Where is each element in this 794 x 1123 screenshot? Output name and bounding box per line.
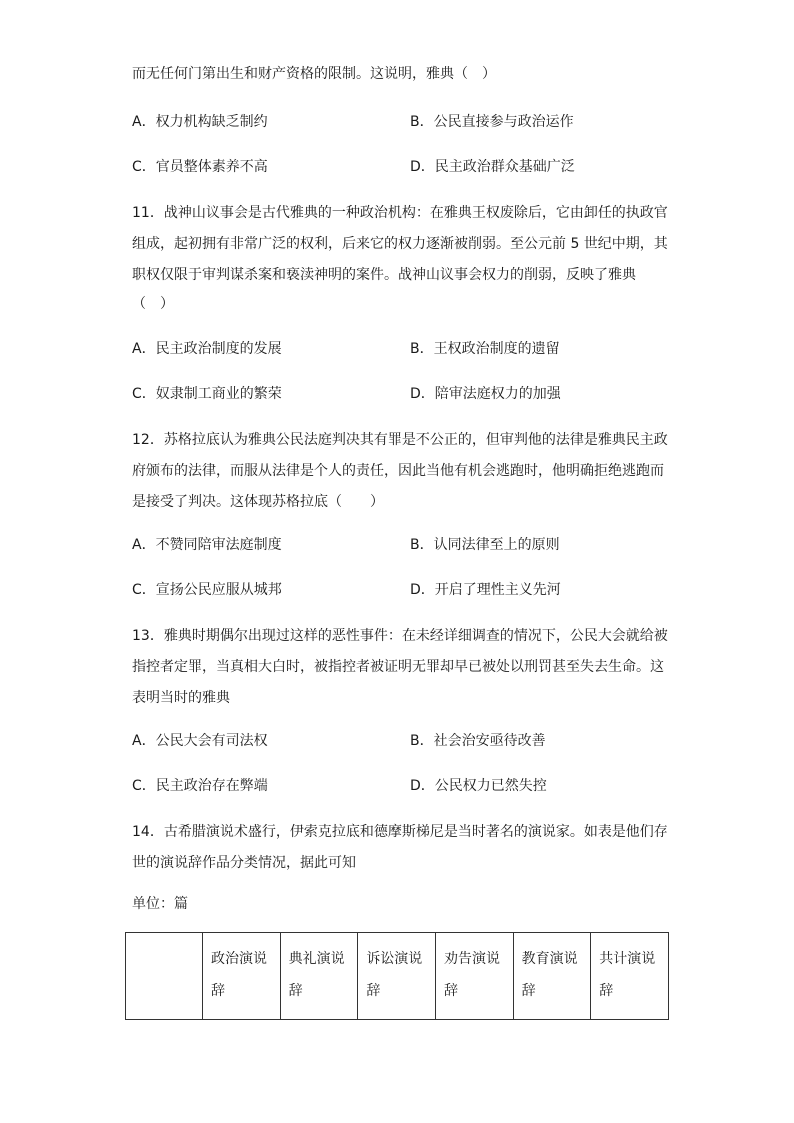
text-line: 14．古希腊演说术盛行，伊索克拉底和德摩斯梯尼是当时著名的演说家。如表是他们存 — [132, 824, 668, 840]
text-line: 府颁布的法律，而服从法律是个人的责任，因此当他有机会逃跑时，他明确拒绝逃跑而 — [132, 463, 664, 479]
answer-option: B．认同法律至上的原则 — [410, 537, 560, 553]
table-header-cell — [126, 933, 203, 1020]
table-header-cell: 政治演说辞 — [203, 933, 281, 1020]
text-line: 指控者定罪，当真相大白时，被指控者被证明无罪却早已被处以刑罚甚至失去生命。这 — [132, 659, 664, 675]
answer-option: B．王权政治制度的遗留 — [410, 341, 560, 357]
answer-option: D．开启了理性主义先河 — [410, 582, 561, 598]
table-header-cell: 劝告演说辞 — [435, 933, 513, 1020]
text-line: 职权仅限于审判谋杀案和亵渎神明的案件。战神山议事会权力的削弱，反映了雅典 — [132, 267, 636, 283]
answer-option: A．不赞同陪审法庭制度 — [132, 537, 282, 553]
text-line: （ ） — [132, 296, 174, 312]
answer-option: D．民主政治群众基础广泛 — [410, 159, 575, 175]
answer-option: A．公民大会有司法权 — [132, 733, 268, 749]
table-header-row — [126, 933, 669, 1020]
text-line: 而无任何门第出生和财产资格的限制。这说明，雅典（ ） — [132, 66, 496, 82]
text-line: 表明当时的雅典 — [132, 690, 230, 706]
answer-option: C．官员整体素养不高 — [132, 159, 268, 175]
text-line: 11．战神山议事会是古代雅典的一种政治机构：在雅典王权废除后，它由卸任的执政官 — [132, 205, 668, 221]
text-line: 组成，起初拥有非常广泛的权利，后来它的权力逐渐被削弱。至公元前 5 世纪中期，其 — [132, 236, 668, 252]
answer-option: C．奴隶制工商业的繁荣 — [132, 386, 282, 402]
answer-option: C．宣扬公民应服从城邦 — [132, 582, 282, 598]
table-header-cell: 教育演说辞 — [513, 933, 591, 1020]
text-line: 13．雅典时期偶尔出现过这样的恶性事件：在未经详细调查的情况下，公民大会就给被 — [132, 628, 668, 644]
speech-classification-table — [125, 932, 669, 1020]
table-header-cell: 诉讼演说辞 — [358, 933, 436, 1020]
table-header-cell: 共计演说辞 — [591, 933, 669, 1020]
answer-option: B．公民直接参与政治运作 — [410, 114, 574, 130]
text-line: 世的演说辞作品分类情况，据此可知 — [132, 855, 356, 871]
answer-option: C．民主政治存在弊端 — [132, 778, 268, 794]
text-line: 12．苏格拉底认为雅典公民法庭判决其有罪是不公正的，但审判他的法律是雅典民主政 — [132, 432, 668, 448]
answer-option: D．公民权力已然失控 — [410, 778, 547, 794]
answer-option: A．民主政治制度的发展 — [132, 341, 282, 357]
answer-option: D．陪审法庭权力的加强 — [410, 386, 561, 402]
answer-option: A．权力机构缺乏制约 — [132, 114, 268, 130]
text-line: 是接受了判决。这体现苏格拉底（ ） — [132, 494, 384, 510]
answer-option: B．社会治安亟待改善 — [410, 733, 546, 749]
text-line: 单位：篇 — [132, 896, 188, 912]
table-header-cell: 典礼演说辞 — [280, 933, 358, 1020]
